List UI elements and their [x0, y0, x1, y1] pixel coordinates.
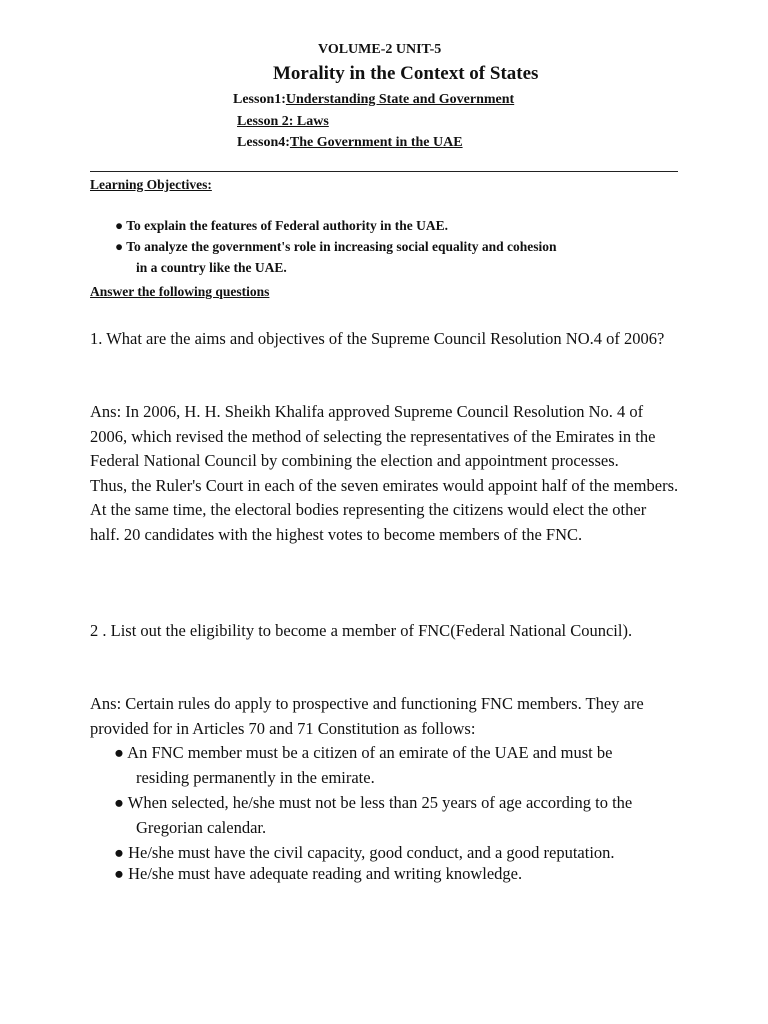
objective-item-2-cont: in a country like the UAE. — [136, 260, 287, 275]
lesson-4-name: The Government in the UAE — [289, 135, 463, 150]
lesson-1-line — [233, 92, 514, 108]
instruction-heading: Answer the following questions — [90, 284, 270, 299]
bullet-2-text: ● When selected, he/she must not be less than 25 years of age according to the — [114, 793, 633, 812]
eligibility-bullet-2 — [114, 791, 684, 840]
answer-1-paragraph-1: Ans: In 2006, H. H. Sheikh Khalifa approved Supreme Council Resolution No. 4 of 2006, which revised the method of selecting the representatives of the Emirates in the Federal National Council by combining the election and appointment processes. — [90, 402, 656, 470]
lesson-4-prefix: Lesson4: — [237, 135, 290, 150]
lesson-1-prefix: Lesson1: — [233, 92, 286, 107]
lesson-1-name: Understanding State and Government — [285, 92, 515, 107]
page-title: Morality in the Context of States — [273, 63, 539, 84]
objective-item-1: ● To explain the features of Federal authority in the UAE. — [115, 218, 449, 233]
answer-1 — [90, 400, 680, 547]
question-2: 2 . List out the eligibility to become a member of FNC(Federal National Council). — [90, 621, 633, 640]
eligibility-bullet-1 — [114, 741, 684, 790]
question-1: 1. What are the aims and objectives of the Supreme Council Resolution NO.4 of 2006? — [90, 329, 665, 348]
eligibility-bullet-4 — [114, 862, 684, 887]
lesson-4-line — [237, 135, 463, 151]
lesson-2-prefix: Lesson 2: Laws — [237, 114, 329, 129]
bullet-4-text: ● He/she must have adequate reading and writing knowledge. — [114, 864, 523, 883]
volume-label: VOLUME-2 UNIT-5 — [318, 42, 442, 57]
lesson-2-line — [237, 114, 329, 130]
bullet-2-cont: Gregorian calendar. — [136, 817, 267, 837]
answer-2-intro: Ans: Certain rules do apply to prospective and functioning FNC members. They are provided for in Articles 70 and 71 Constitution as follows: — [90, 694, 644, 738]
bullet-3-text: ● He/she must have the civil capacity, good conduct, and a good reputation. — [114, 843, 615, 862]
horizontal-divider — [90, 171, 678, 172]
objective-item-2: ● To analyze the government's role in increasing social equality and cohesion — [115, 239, 557, 254]
bullet-1-cont: residing permanently in the emirate. — [136, 767, 375, 787]
bullet-1-text: ● An FNC member must be a citizen of an emirate of the UAE and must be — [114, 743, 613, 762]
objectives-title: Learning Objectives: — [90, 177, 212, 192]
answer-1-paragraph-2: Thus, the Ruler's Court in each of the seven emirates would appoint half of the members. At the same time, the electoral bodies representing the citizens would elect the other half. 20 candidates with the highest votes to become members of the FNC. — [90, 475, 679, 544]
